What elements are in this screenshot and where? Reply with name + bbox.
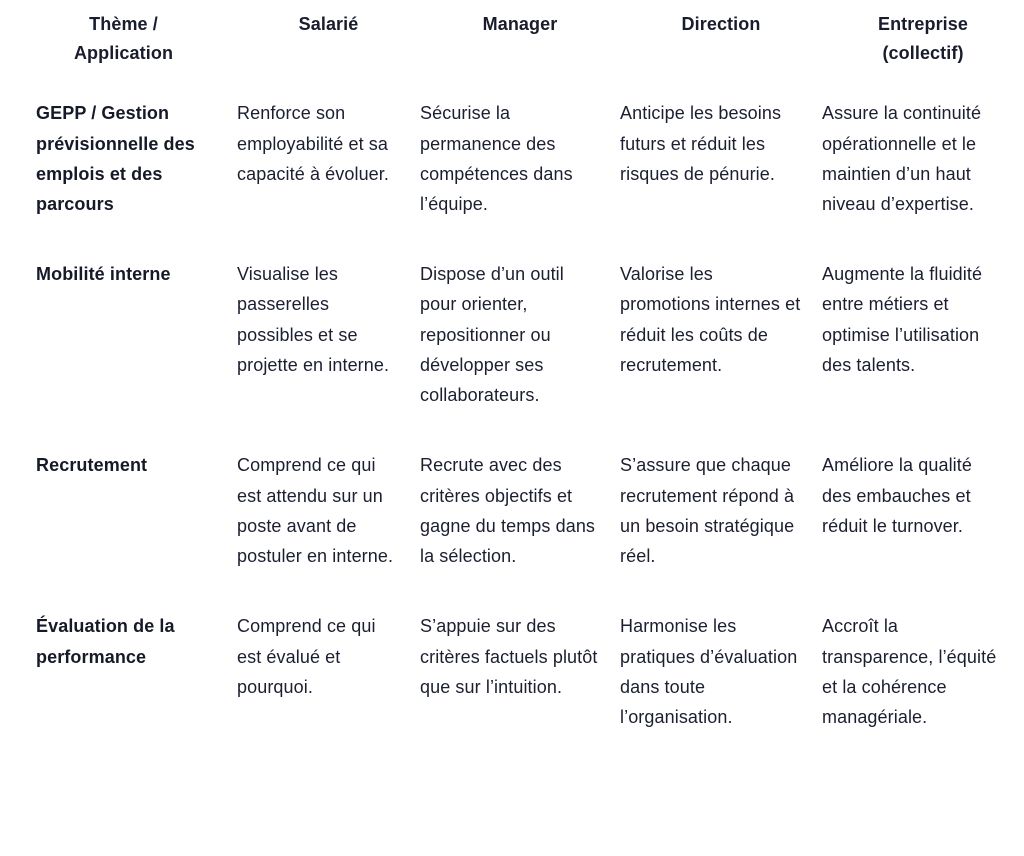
column-header-salarie: Salarié [298, 14, 359, 34]
cell-manager: Dispose d’un outil pour orienter, repositionner ou développer ses collaborateurs. [420, 264, 564, 406]
table-row [0, 86, 1024, 247]
cell-direction: Valorise les promotions internes et réduit les coûts de recrutement. [620, 264, 801, 375]
cell-manager: Recrute avec des critères objectifs et gagne du temps dans la sélection. [420, 455, 596, 567]
cell-salarie: Visualise les passerelles possibles et se projette en interne. [237, 264, 390, 375]
cell-salarie: Comprend ce qui est attendu sur un poste avant de postuler en interne. [237, 455, 394, 567]
cell-entreprise: Assure la continuité opérationnelle et le maintien d’un haut niveau d’expertise. [822, 103, 982, 215]
row-theme-label: Évaluation de la performance [36, 616, 175, 667]
cell-direction: S’assure que chaque recrutement répond à un besoin stratégique réel. [620, 455, 795, 567]
column-header-manager: Manager [482, 14, 558, 34]
column-header-direction: Direction [681, 14, 761, 34]
table-body [0, 86, 1024, 740]
column-header-theme-line-1: Thème / [89, 14, 158, 34]
cell-direction: Harmonise les pratiques d’évaluation dans toute l’organisation. [620, 616, 798, 728]
cell-entreprise: Augmente la fluidité entre métiers et optimise l’utilisation des talents. [822, 264, 983, 375]
cell-salarie: Renforce son employabilité et sa capacité à évoluer. [237, 103, 389, 184]
table-header [0, 0, 1024, 86]
table-row [0, 247, 1024, 438]
row-theme-label: GEPP / Gestion prévisionnelle des emplois et des parcours [36, 103, 195, 215]
cell-salarie: Comprend ce qui est évalué et pourquoi. [237, 616, 376, 697]
table-row [0, 599, 1024, 740]
row-theme-label: Mobilité interne [36, 264, 171, 285]
cell-manager: Sécurise la permanence des compétences dans l’équipe. [420, 103, 573, 215]
column-header-theme-line-2: Application [73, 43, 174, 64]
column-header-entreprise-line-2: (collectif) [882, 43, 964, 64]
table-row [0, 438, 1024, 599]
cell-entreprise: Améliore la qualité des embauches et réduit le turnover. [822, 455, 972, 536]
row-theme-label: Recrutement [36, 455, 148, 476]
table-header-row [0, 0, 1024, 86]
cell-entreprise: Accroît la transparence, l’équité et la cohérence managériale. [822, 616, 997, 728]
column-header-entreprise [822, 0, 1024, 86]
column-header-entreprise-line-1: Entreprise [877, 14, 969, 34]
cell-manager: S’appuie sur des critères factuels plutôt que sur l’intuition. [420, 616, 598, 697]
column-header-theme [0, 0, 237, 86]
cell-direction: Anticipe les besoins futurs et réduit les risques de pénurie. [620, 103, 782, 184]
